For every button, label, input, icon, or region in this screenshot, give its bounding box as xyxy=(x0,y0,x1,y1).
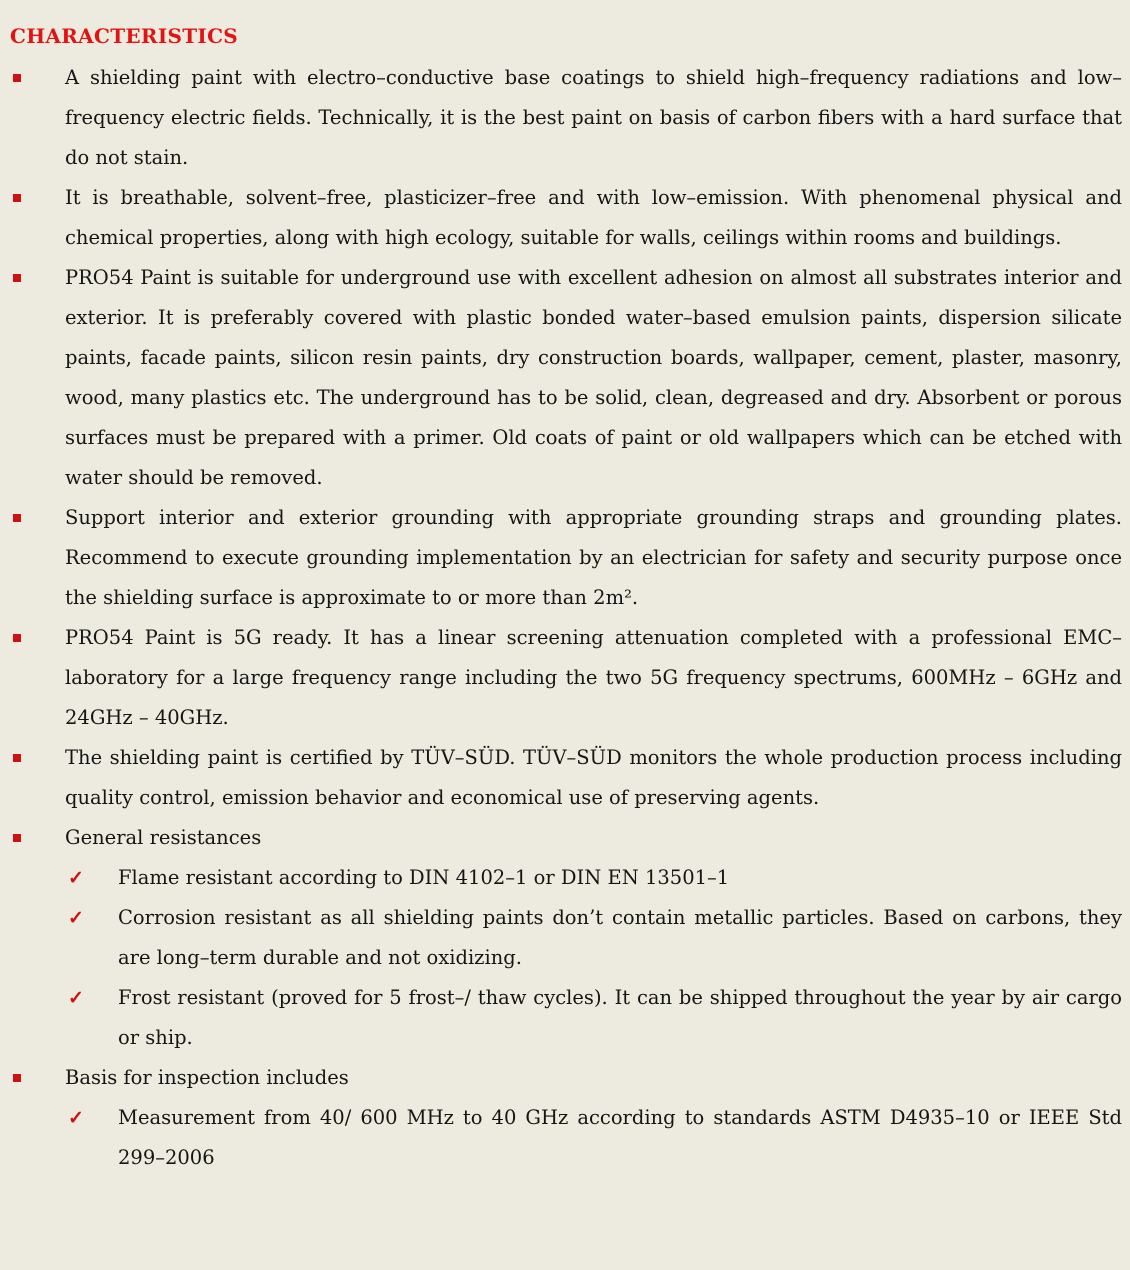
bullet-text: It is breathable, solvent–free, plasticizer–free and with low–emission. With phenomenal physical and chemical properties, along with high ecology, suitable for walls, ceilings within rooms and buildings. xyxy=(65,186,1122,249)
check-text: Flame resistant according to DIN 4102–1 or DIN EN 13501–1 xyxy=(118,866,730,889)
page-title: CHARACTERISTICS xyxy=(10,24,239,48)
bullet-item xyxy=(10,818,1122,858)
bullet-text: A shielding paint with electro–conductive base coatings to shield high–frequency radiations and low–frequency electric fields. Technically, it is the best paint on basis of carbon fibers with a hard surface that do not stain. xyxy=(65,66,1122,169)
bullet-item xyxy=(10,498,1122,618)
check-text: Corrosion resistant as all shielding paints don’t contain metallic particles. Based on carbons, they are long–term durable and not oxidizing. xyxy=(118,906,1122,969)
bullet-text: Basis for inspection includes xyxy=(65,1066,349,1089)
bullet-square-icon xyxy=(13,754,21,762)
bullet-text: PRO54 Paint is suitable for underground use with excellent adhesion on almost all substrates interior and exterior. It is preferably covered with plastic bonded water–based emulsion paints, dispersion silicate paints, facade paints, silicon resin paints, dry construction boards, wallpaper, cement, plaster, masonry, wood, many plastics etc. The underground has to be solid, clean, degreased and dry. Absorbent or porous surfaces must be prepared with a primer. Old coats of paint or old wallpapers which can be etched with water should be removed. xyxy=(65,266,1122,489)
bullet-item xyxy=(10,618,1122,738)
checkmark-icon: ✓ xyxy=(68,867,84,889)
check-text: Frost resistant (proved for 5 frost–/ thaw cycles). It can be shipped throughout the year by air cargo or ship. xyxy=(118,986,1122,1049)
checkmark-icon: ✓ xyxy=(68,1107,84,1129)
check-item xyxy=(10,1098,1122,1178)
check-text: Measurement from 40/ 600 MHz to 40 GHz according to standards ASTM D4935–10 or IEEE Std 299–2006 xyxy=(118,1106,1122,1169)
bullet-item xyxy=(10,258,1122,498)
bullet-square-icon xyxy=(13,274,21,282)
bullet-square-icon xyxy=(13,634,21,642)
bullet-text: Support interior and exterior grounding with appropriate grounding straps and grounding plates. Recommend to execute grounding implementation by an electrician for safety and security purpose once the shielding surface is approximate to or more than 2m². xyxy=(65,506,1122,609)
bullet-text: General resistances xyxy=(65,826,262,849)
characteristics-list xyxy=(10,58,1122,1178)
bullet-text: The shielding paint is certified by TÜV–SÜD. TÜV–SÜD monitors the whole production process including quality control, emission behavior and economical use of preserving agents. xyxy=(65,746,1122,809)
bullet-item xyxy=(10,178,1122,258)
check-item xyxy=(10,858,1122,898)
bullet-item xyxy=(10,58,1122,178)
bullet-item xyxy=(10,738,1122,818)
check-item xyxy=(10,978,1122,1058)
bullet-square-icon xyxy=(13,194,21,202)
checkmark-icon: ✓ xyxy=(68,907,84,929)
check-item xyxy=(10,898,1122,978)
checkmark-icon: ✓ xyxy=(68,987,84,1009)
bullet-item xyxy=(10,1058,1122,1098)
bullet-square-icon xyxy=(13,514,21,522)
bullet-square-icon xyxy=(13,1074,21,1082)
bullet-square-icon xyxy=(13,834,21,842)
bullet-text: PRO54 Paint is 5G ready. It has a linear screening attenuation completed with a professional EMC–laboratory for a large frequency range including the two 5G frequency spectrums, 600MHz – 6GHz and 24GHz – 40GHz. xyxy=(65,626,1122,729)
bullet-square-icon xyxy=(13,74,21,82)
